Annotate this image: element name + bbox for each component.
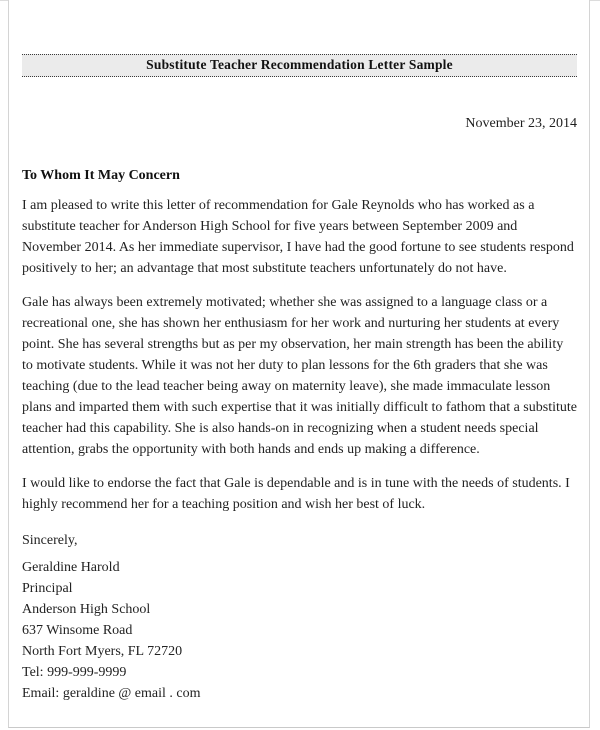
letter-paragraph: I am pleased to write this letter of recommendation for Gale Reynolds who has worked as a substitute teacher for Anderson High School for five years between September 2009 and November 2014. As her immediate supervisor, I have had the good fortune to see students respond positively to her; an advantage that most substitute teachers unfortunately do not have. <box>22 198 574 276</box>
letter-paragraph: I would like to endorse the fact that Gale is dependable and is in tune with the needs of students. I highly recommend her for a teaching position and wish her best of luck. <box>22 476 570 512</box>
letter-date: November 23, 2014 <box>465 116 577 131</box>
letter-paragraph: Gale has always been extremely motivated; whether she was assigned to a language class or a recreational one, she has shown her enthusiasm for her work and nurturing her students at every point. She has several strengths but as per my observation, her main strength has been the ability to motivate students. While it was not her duty to plan lessons for the 6th graders that she was teaching (due to the lead teacher being away on maternity leave), she made immaculate lesson plans and imparted them with such expertise that it was initially difficult to fathom that a substitute teacher had this capability. She is also hands-on in recognizing when a student needs special attention, grabs the opportunity with both hands and ends up making a difference. <box>22 295 577 457</box>
signature-city: North Fort Myers, FL 72720 <box>22 644 183 659</box>
closing: Sincerely, <box>22 533 78 548</box>
signature-phone: Tel: 999-999-9999 <box>22 665 127 680</box>
document-title: Substitute Teacher Recommendation Letter Sample <box>146 57 453 72</box>
signature-title: Principal <box>22 581 73 596</box>
document-page <box>8 0 590 728</box>
signature-block <box>22 557 577 704</box>
signature-name: Geraldine Harold <box>22 560 120 575</box>
signature-school: Anderson High School <box>22 602 151 617</box>
document-header-bar <box>22 54 577 77</box>
signature-street: 637 Winsome Road <box>22 623 133 638</box>
salutation: To Whom It May Concern <box>22 168 180 183</box>
signature-email: Email: geraldine @ email . com <box>22 686 201 701</box>
